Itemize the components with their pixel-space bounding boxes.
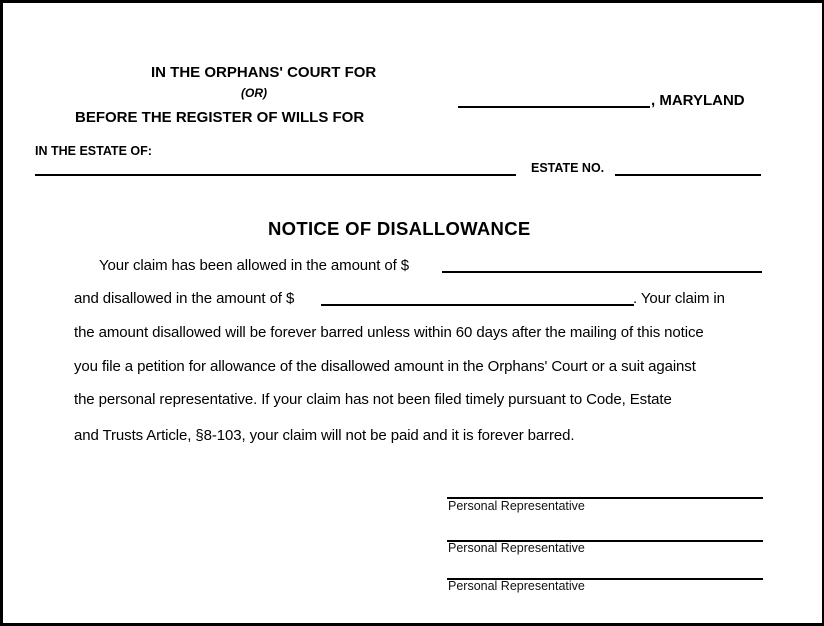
register-heading: BEFORE THE REGISTER OF WILLS FOR — [75, 109, 365, 126]
signature-label-1: Personal Representative — [448, 499, 585, 513]
notice-title: NOTICE OF DISALLOWANCE — [268, 218, 531, 239]
claim-continuation-text: . Your claim in — [633, 290, 725, 307]
body-line-3: the amount disallowed will be forever barred unless within 60 days after the mailing of this notice — [74, 324, 704, 341]
body-line-5: the personal representative. If your claim has not been filed timely pursuant to Code, Estate — [74, 391, 672, 408]
estate-number-field-line[interactable] — [615, 174, 761, 176]
or-separator: (OR) — [241, 86, 267, 100]
body-line-4: you file a petition for allowance of the disallowed amount in the Orphans' Court or a suit against — [74, 358, 696, 375]
allowed-amount-text: Your claim has been allowed in the amount of $ — [99, 257, 410, 274]
signature-label-2: Personal Representative — [448, 541, 585, 555]
court-heading: IN THE ORPHANS' COURT FOR — [151, 64, 377, 81]
estate-number-label: ESTATE NO. — [531, 161, 605, 175]
signature-label-3: Personal Representative — [448, 579, 585, 593]
disallowed-amount-field-line[interactable] — [321, 304, 634, 306]
disallowed-amount-text: and disallowed in the amount of $ — [74, 290, 295, 307]
body-line-6: and Trusts Article, §8-103, your claim will not be paid and it is forever barred. — [74, 427, 575, 444]
estate-name-field-line[interactable] — [35, 174, 516, 176]
maryland-label: , MARYLAND — [651, 92, 745, 109]
county-field-line[interactable] — [458, 106, 650, 108]
estate-of-label: IN THE ESTATE OF: — [35, 144, 152, 158]
allowed-amount-field-line[interactable] — [442, 271, 762, 273]
